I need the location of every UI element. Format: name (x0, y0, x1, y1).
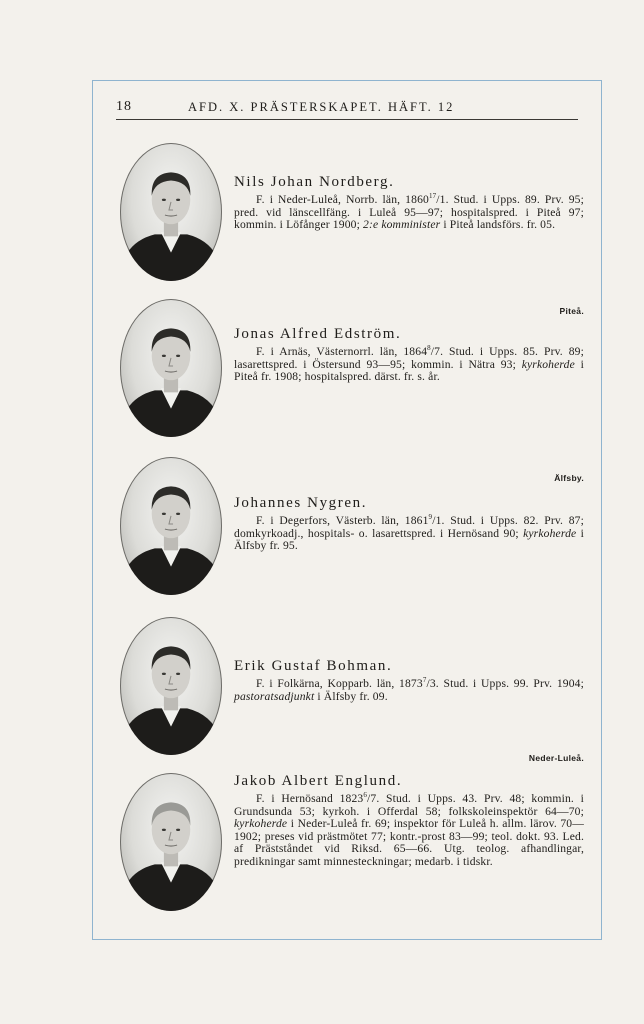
bio-text: /1. Stud. i Upps. 89. Prv. 95; pred. vid länscellfäng. i Luleå 95—97; hospitalspred. i Piteå 97; kommin. i Löfånger 1900; (234, 193, 584, 232)
portrait-photo (120, 617, 222, 755)
date-superscript: 9 (428, 513, 433, 522)
person-biography (234, 793, 584, 869)
bio-text: F. i Degerfors, Västerb. län, 1861 (256, 514, 429, 527)
portrait-edstrom (120, 299, 222, 437)
person-name: Jonas Alfred Edström. (234, 326, 402, 342)
date-superscript: 8 (427, 344, 431, 353)
bio-text: F. i Arnäs, Västernorrl. län, 1864 (256, 345, 428, 358)
page-header (116, 97, 578, 120)
bio-text: i Älfsby fr. 95. (234, 526, 584, 553)
portrait-nordberg (120, 143, 222, 281)
person-name: Erik Gustaf Bohman. (234, 658, 393, 674)
date-superscript: 7 (422, 676, 427, 685)
bio-text: i Neder-Luleå fr. 69; inspektor för Luleå h. allm. lärov. 70—1902; preses vid prästmötet 77; kontr.-prost 83—99; teol. dokt. 93. Led. af Prästståndet vid Riksd. 65—66. Utg. teolog. afhandlingar, predikningar samt minnesteckningar; medarb. i tidskr. (234, 817, 584, 868)
bio-text: i Älfsby fr. 09. (314, 689, 388, 703)
biography-entry (234, 494, 584, 553)
bio-text: /3. Stud. i Upps. 99. Prv. 1904; (426, 677, 584, 690)
biography-entry (234, 173, 584, 232)
date-superscript: 17 (428, 192, 437, 201)
bio-text: F. i Hernösand 1823 (256, 792, 364, 805)
running-head: AFD. X. PRÄSTERSKAPET. HÄFT. 12 (188, 100, 455, 114)
italic-title: kyrkoherde (521, 357, 575, 371)
portrait-photo (120, 143, 222, 281)
parish-heading: Neder-Luleå. (528, 753, 584, 763)
italic-title: kyrkoherde (234, 817, 288, 831)
page-number: 18 (116, 99, 132, 114)
parish-heading: Älfsby. (554, 473, 584, 483)
bio-text: /7. Stud. i Upps. 43. Prv. 48; kommin. i Grundsunda 53; kyrkoh. i Offerdal 58; folkskoleinspektör 64—70; (234, 792, 584, 818)
bio-text: F. i Neder-Luleå, Norrb. län, 1860 (256, 193, 429, 206)
bio-text: /7. Stud. i Upps. 85. Prv. 89; lasarettspred. i Östersund 93—95; kommin. i Nätra 93; (234, 345, 584, 371)
biography-entry (234, 772, 584, 869)
person-name: Jakob Albert Englund. (234, 773, 403, 789)
bio-text: /1. Stud. i Upps. 82. Prv. 87; domkyrkoadj., hospitals- o. lasarettspred. i Hernösand 90; (234, 514, 584, 540)
biography-entry (234, 325, 584, 384)
person-biography (234, 194, 584, 232)
person-biography (234, 678, 584, 703)
italic-title: pastoratsadjunkt (234, 689, 315, 703)
portrait-photo (120, 299, 222, 437)
person-biography (234, 515, 584, 553)
italic-title: 2:e komminister (363, 218, 441, 232)
person-biography (234, 346, 584, 384)
bio-text: i Piteå fr. 1908; hospitalspred. därst. fr. s. år. (234, 357, 584, 384)
person-name: Nils Johan Nordberg. (234, 174, 395, 190)
date-superscript: 6 (363, 791, 368, 800)
bio-text: i Piteå landsförs. fr. 05. (440, 218, 556, 232)
portrait-bohman (120, 617, 222, 755)
parish-heading: Piteå. (559, 306, 584, 316)
biography-entry (234, 657, 584, 703)
person-name: Johannes Nygren. (234, 495, 368, 511)
portrait-photo (120, 773, 222, 911)
portrait-photo (120, 457, 222, 595)
italic-title: kyrkoherde (523, 526, 577, 540)
bio-text: F. i Folkärna, Kopparb. län, 1873 (256, 677, 423, 690)
portrait-nygren (120, 457, 222, 595)
portrait-englund (120, 773, 222, 911)
